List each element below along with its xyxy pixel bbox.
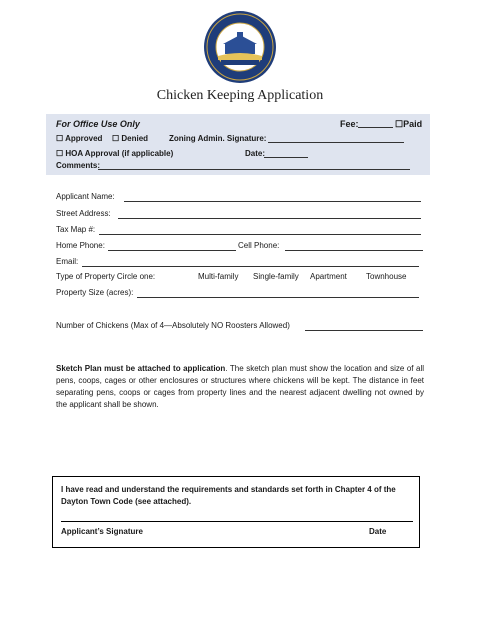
applicant-name-label: Applicant Name:	[56, 192, 115, 201]
property-option-single-family[interactable]: Single-family	[253, 272, 299, 281]
email-label: Email:	[56, 257, 79, 266]
office-use-heading: For Office Use Only	[56, 119, 140, 129]
tax-map-label: Tax Map #:	[56, 225, 96, 234]
office-date-label: Date:	[245, 149, 266, 158]
sketch-plan-text: . The sketch plan must show the location and size of all pens, coops, cages or other enclosures or structures where chickens will be kept. The distance in feet separating pens, coops or cages from property lines and the nearest adjacent dwelling not owned by the applicant shall be shown.	[56, 364, 425, 409]
form-title: Chicken Keeping Application	[156, 88, 324, 103]
property-option-townhouse[interactable]: Townhouse	[366, 272, 407, 281]
zoning-signature-line[interactable]	[268, 142, 404, 143]
signature-date-label: Date	[369, 527, 387, 536]
applicant-signature-label: Applicant’s Signature	[61, 527, 143, 536]
paid-checkbox-label[interactable]: ☐Paid	[395, 119, 423, 129]
chickens-count-label: Number of Chickens (Max of 4—Absolutely NO Roosters Allowed)	[56, 321, 290, 330]
comments-line[interactable]	[98, 169, 410, 170]
home-phone-label: Home Phone:	[56, 241, 105, 250]
town-seal-logo	[203, 10, 277, 84]
cell-phone-line[interactable]	[285, 250, 423, 251]
sketch-plan-instructions	[56, 363, 424, 411]
property-type-label: Type of Property Circle one:	[56, 272, 156, 281]
property-option-multi-family[interactable]: Multi-family	[198, 272, 239, 281]
acknowledgement-statement: I have read and understand the requirements and standards set forth in Chapter 4 of the Dayton Town Code (see attached).	[61, 485, 396, 506]
tax-map-line[interactable]	[99, 234, 421, 235]
zoning-signature-label: Zoning Admin. Signature:	[169, 134, 267, 143]
cell-phone-label: Cell Phone:	[238, 241, 280, 250]
office-use-section	[46, 114, 430, 175]
applicant-signature-line[interactable]	[61, 521, 413, 522]
property-size-label: Property Size (acres):	[56, 288, 134, 297]
home-phone-line[interactable]	[108, 250, 236, 251]
fee-line[interactable]	[358, 127, 393, 128]
hoa-approval-checkbox[interactable]: ☐ HOA Approval (if applicable)	[56, 149, 174, 158]
applicant-name-line[interactable]	[124, 201, 421, 202]
sketch-plan-bold: Sketch Plan must be attached to application	[56, 364, 226, 373]
property-size-line[interactable]	[137, 297, 419, 298]
acknowledgement-box	[52, 476, 420, 548]
office-date-line[interactable]	[264, 157, 308, 158]
fee-label: Fee:	[340, 119, 359, 129]
approved-checkbox[interactable]: ☐ Approved	[56, 134, 103, 143]
comments-label: Comments:	[56, 161, 101, 170]
street-address-label: Street Address:	[56, 209, 111, 218]
email-line[interactable]	[82, 266, 419, 267]
denied-checkbox[interactable]: ☐ Denied	[112, 134, 149, 143]
street-address-line[interactable]	[118, 218, 421, 219]
chickens-count-line[interactable]	[305, 330, 423, 331]
property-option-apartment[interactable]: Apartment	[310, 272, 347, 281]
